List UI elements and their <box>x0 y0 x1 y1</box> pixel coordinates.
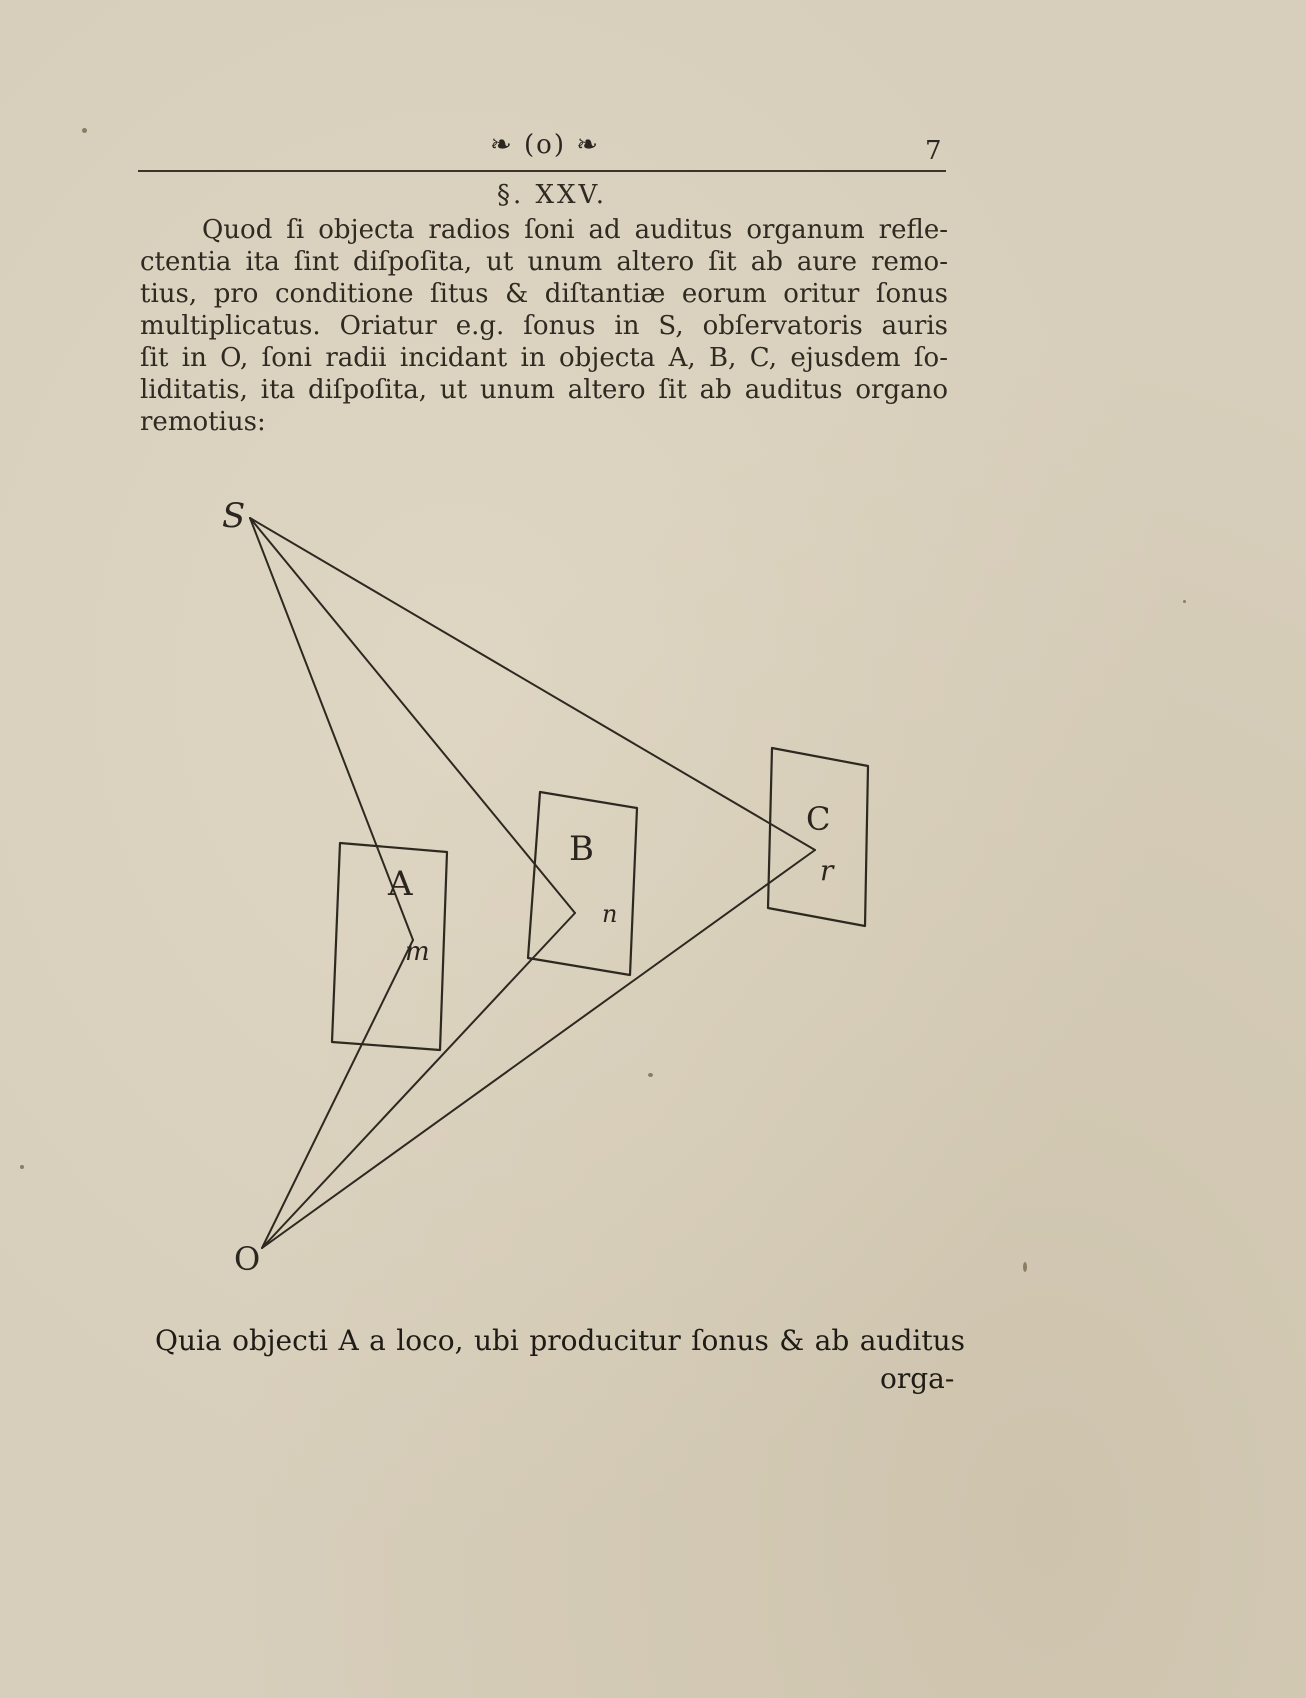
paper-speck <box>1183 600 1186 603</box>
paragraph-line: multiplicatus. Oriatur e.g. ſonus in S, obſervatoris auris <box>140 311 948 341</box>
label-n: n <box>602 900 618 928</box>
paragraph-line: ctentia ita ſint diſpoſita, ut unum altero ſit ab aure remo- <box>140 247 948 277</box>
header-ornament: ❧ (o) ❧ <box>489 130 601 160</box>
ray-S-B <box>250 518 575 913</box>
paragraph-line: liditatis, ita diſpoſita, ut unum altero ſit ab auditus organo <box>140 375 948 405</box>
object-B <box>528 792 637 975</box>
label-S: S <box>222 496 246 536</box>
label-B: B <box>569 829 594 869</box>
paper-speck <box>1023 1262 1027 1272</box>
continuation-line: Quia objecti A a loco, ubi producitur ſonus & ab auditus <box>155 1324 965 1357</box>
ray-S-C <box>250 518 815 850</box>
label-O: O <box>234 1240 261 1278</box>
catchword: orga- <box>880 1362 955 1395</box>
ray-A-O <box>262 940 413 1248</box>
paper-speck <box>20 1165 24 1169</box>
paragraph-line: ſit in O, ſoni radii incidant in objecta A, B, C, ejusdem ſo- <box>140 343 948 373</box>
label-m: m <box>405 937 430 967</box>
paragraph-line: remotius: <box>140 407 266 437</box>
label-C: C <box>806 800 831 838</box>
page-number: 7 <box>925 136 942 166</box>
ray-C-O <box>262 850 815 1248</box>
paper-speck <box>82 128 87 133</box>
label-A: A <box>388 864 413 904</box>
section-heading: §. XXV. <box>496 180 608 210</box>
paragraph-line: Quod ſi objecta radios ſoni ad auditus organum refle- <box>202 215 948 245</box>
paper-speck <box>648 1073 653 1077</box>
paragraph-line: tius, pro conditione ſitus & diſtantiæ eorum oritur ſonus <box>140 279 948 309</box>
label-r: r <box>820 854 834 887</box>
